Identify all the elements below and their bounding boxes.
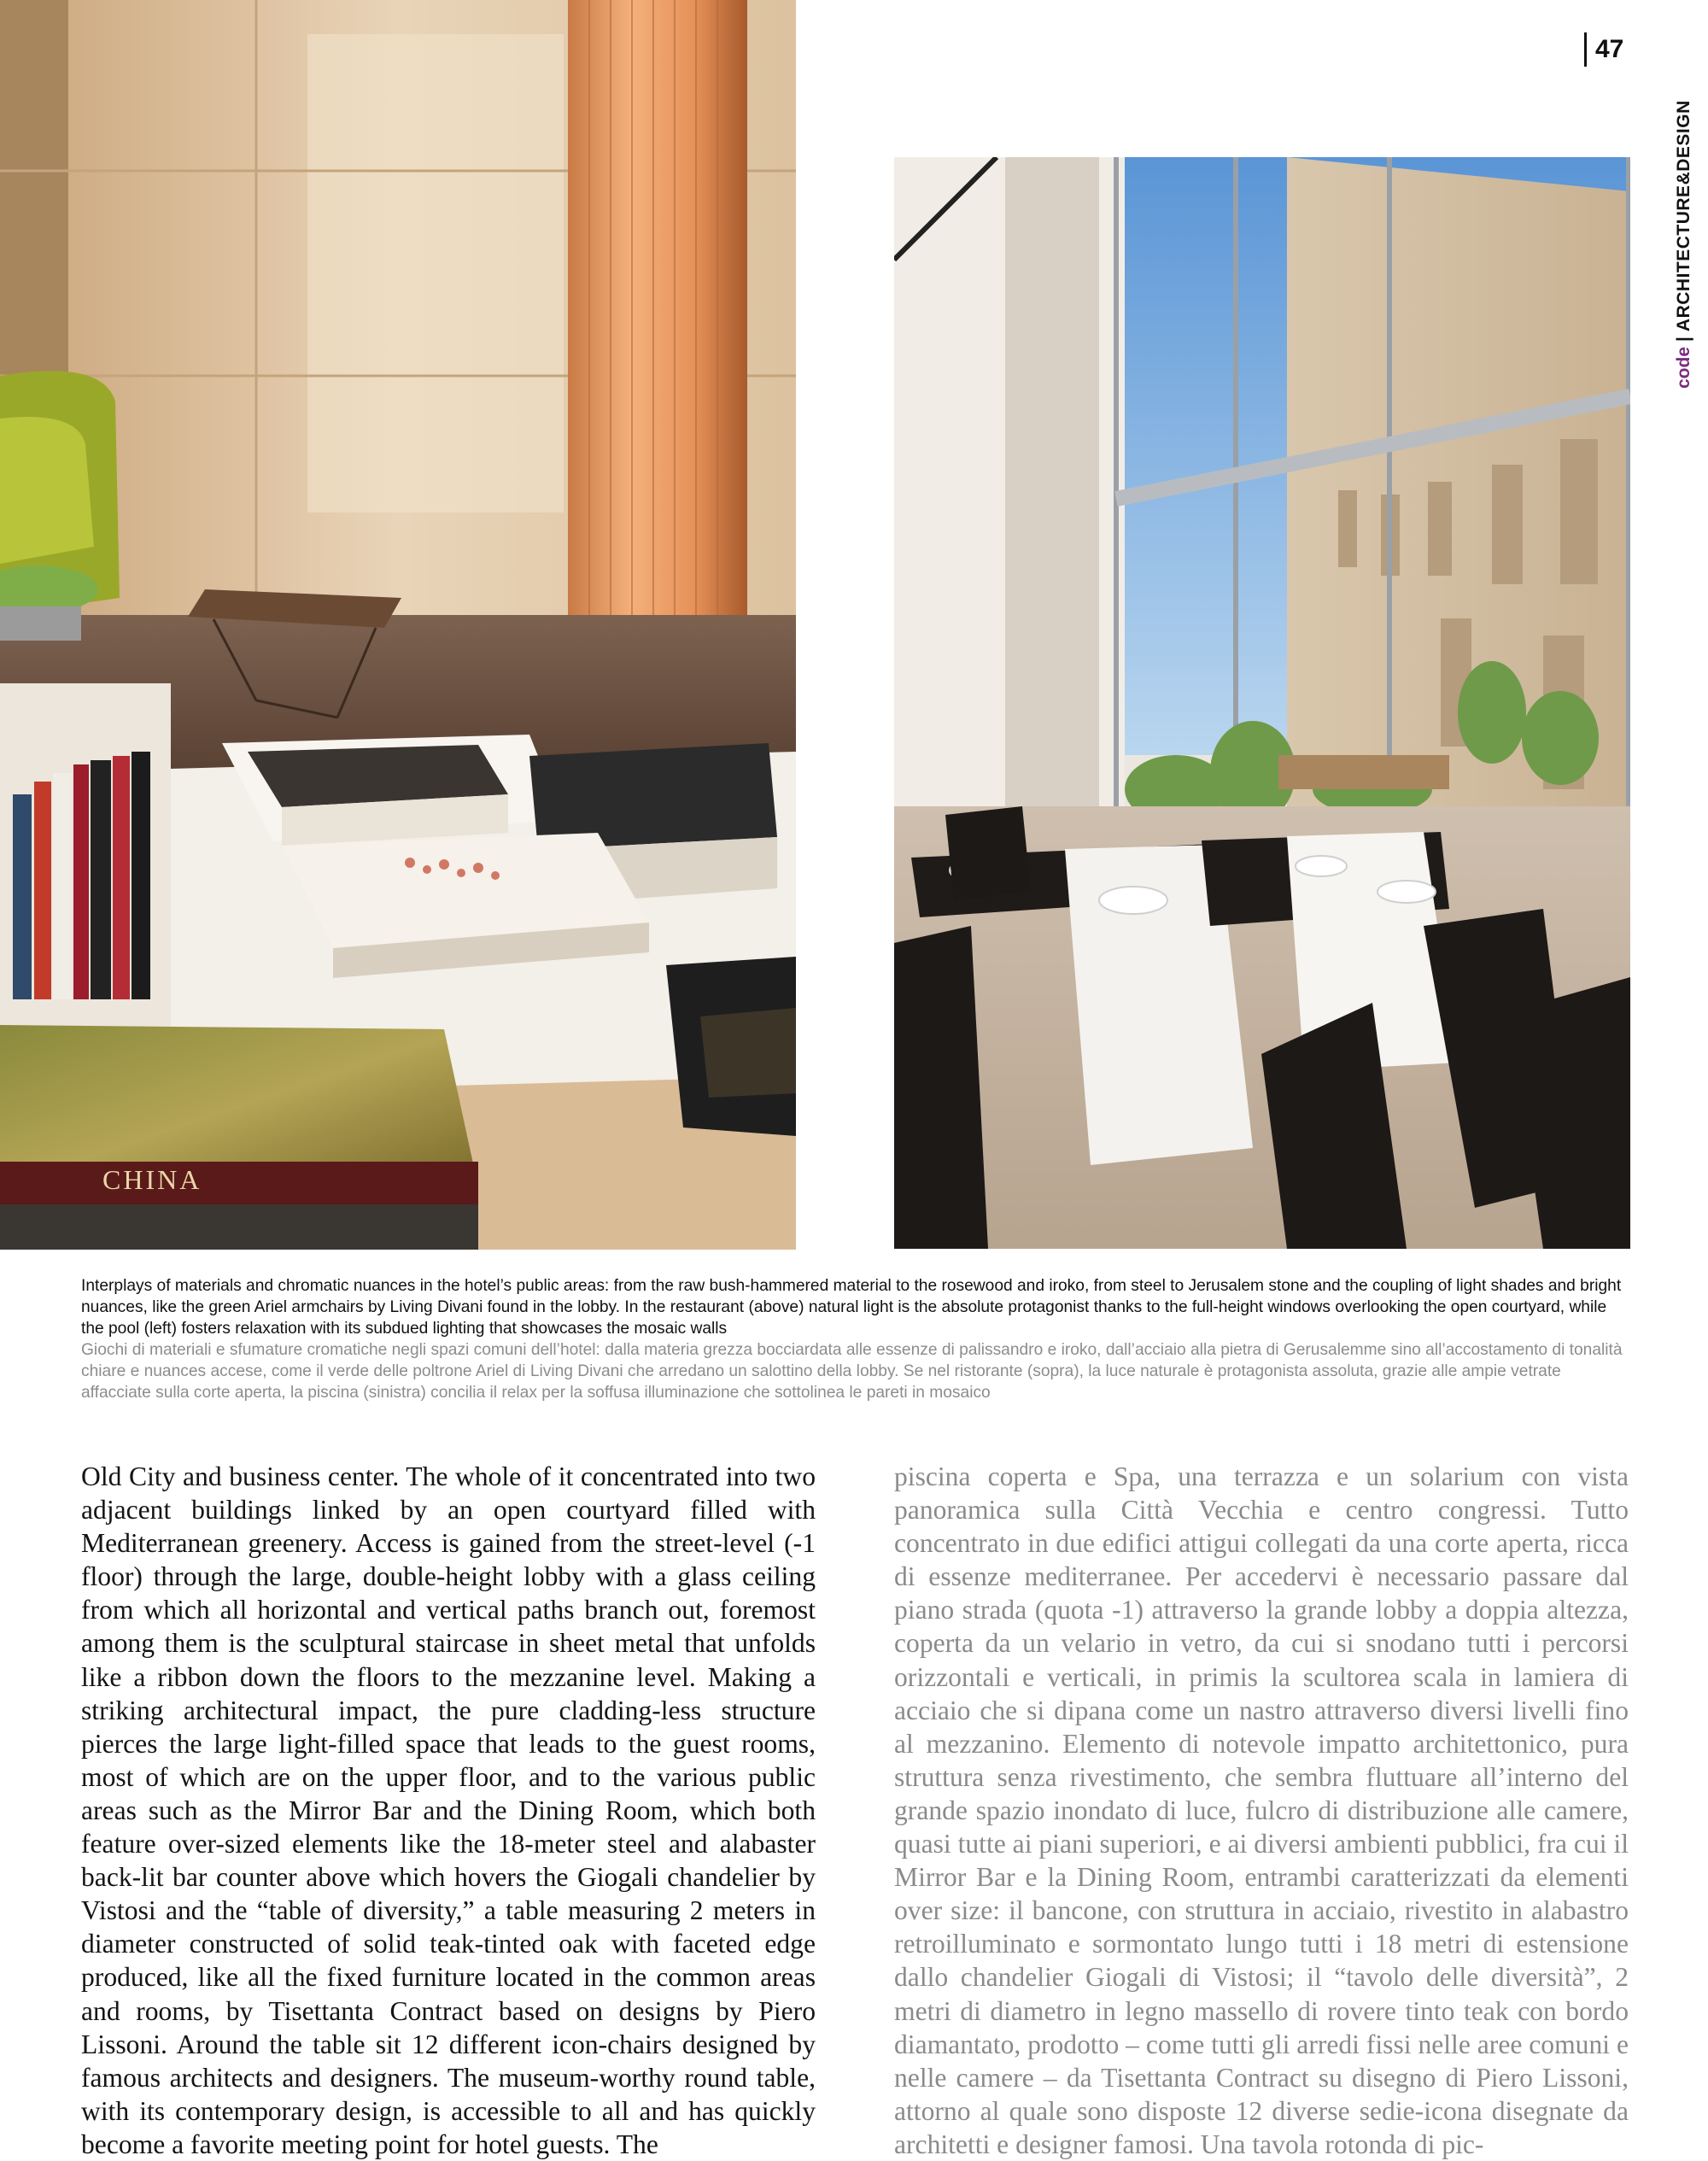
- lobby-illustration: [0, 0, 796, 1250]
- caption-italian: Giochi di materiali e sfumature cromatiche negli spazi comuni dell’hotel: dalla materia grezza bocciardata alle essenze di palissandro e iroko, dall’acciaio alla pietra di Gerusalemme sino all’accostamento di tonalità chiare e nuances accese, come il verde delle poltrone Ariel di Living Divani che arredano un salottino della lobby. Se nel ristorante (sopra), la luce naturale è protagonista assoluta, grazie alle ampie vetrate affacciate sulla corte aperta, la piscina (sinistra) concilia il relax per la soffusa illuminazione che sottolinea le pareti in mosaico: [81, 1341, 1623, 1402]
- map-book-title: CHINA: [102, 1164, 202, 1195]
- section-label: [1674, 100, 1694, 389]
- body-text-english: Old City and business center. The whole of it concentrated into two adjacent buildings linked by an open courtyard filled with Mediterranean greenery. Access is gained from the street-level (-1 floor) through the large, double-height lobby with a glass ceiling from which all horizontal and vertical paths branch out, foremost among them is the sculptural staircase in sheet metal that unfolds like a ribbon down the floors to the mezzanine level. Making a striking architectural impact, the pure cladding-less structure pierces the large light-filled space that leads to the guest rooms, most of which are on the upper floor, and to the various public areas such as the Mirror Bar and the Dining Room, which both feature over-sized elements like the 18-meter steel and alabaster back-lit bar counter above which hovers the Giogali chandelier by Vistosi and the “table of diversity,” a table measuring 2 meters in diameter constructed of solid teak-tinted oak with faceted edge produced, like all the fixed furniture located in the common areas and rooms, by Tisettanta Contract based on designs by Piero Lissoni. Around the table sit 12 different icon-chairs designed by famous architects and designers. The museum-worthy round table, with its contemporary design, is accessible to all and has quickly become a favorite meeting point for hotel guests. The: [81, 1461, 816, 2159]
- magazine-brand: code: [1674, 346, 1693, 389]
- page-number: 47: [1584, 32, 1623, 67]
- caption-english: Interplays of materials and chromatic nuances in the hotel’s public areas: from the raw bush-hammered material to the rosewood and iroko, from steel to Jerusalem stone and the coupling of light shades and bright nuances, like the green Ariel armchairs by Living Divani found in the lobby. In the restaurant (above) natural light is the absolute protagonist thanks to the full-height windows overlooking the open courtyard, while the pool (left) fosters relaxation with its subdued lighting that showcases the mosaic walls: [81, 1277, 1622, 1338]
- restaurant-photo: [894, 157, 1630, 1249]
- photo-caption: [81, 1275, 1627, 1403]
- section-name: ARCHITECTURE&DESIGN: [1674, 100, 1693, 332]
- label-separator: |: [1674, 337, 1693, 342]
- restaurant-illustration: [894, 157, 1630, 1249]
- body-text-italian: piscina coperta e Spa, una terrazza e un solarium con vista panoramica sulla Città Vecchia e centro congressi. Tutto concentrato in due edifici attigui collegati da una corte aperta, ricca di essenze mediterranee. Per accedervi è necessario passare dal piano strada (quota -1) attraverso la grande lobby a doppia altezza, coperta da un velario in vetro, da cui si snodano tutti i percorsi orizzontali e verticali, in primis la scultorea scala in lamiera di acciaio che si dipana come un nastro attraverso diversi livelli fino al mezzanino. Elemento di notevole impatto architettonico, pura struttura senza rivestimento, che sembra fluttuare all’interno del grande spazio inondato di luce, fulcro di distribuzione alle camere, quasi tutte ai piani superiori, e ai diversi ambienti pubblici, fra cui il Mirror Bar e la Dining Room, entrambi caratterizzati da elementi over size: il bancone, con struttura in acciaio, rivestito in alabastro retroilluminato e sormontato lungo tutti i 18 metri di estensione dallo chandelier Giogali di Vistosi; il “tavolo delle diversità”, 2 metri di diametro in legno massello di rovere tinto teak con bordo diamantato, prodotto – come tutti gli arredi fissi nelle aree comuni e nelle camere – da Tisettanta Contract su disegno di Piero Lissoni, attorno al quale sono disposte 12 diverse sedie-icona disegnate da architetti e designer famosi. Una tavola rotonda di pic-: [894, 1461, 1629, 2159]
- lobby-photo: [0, 0, 796, 1250]
